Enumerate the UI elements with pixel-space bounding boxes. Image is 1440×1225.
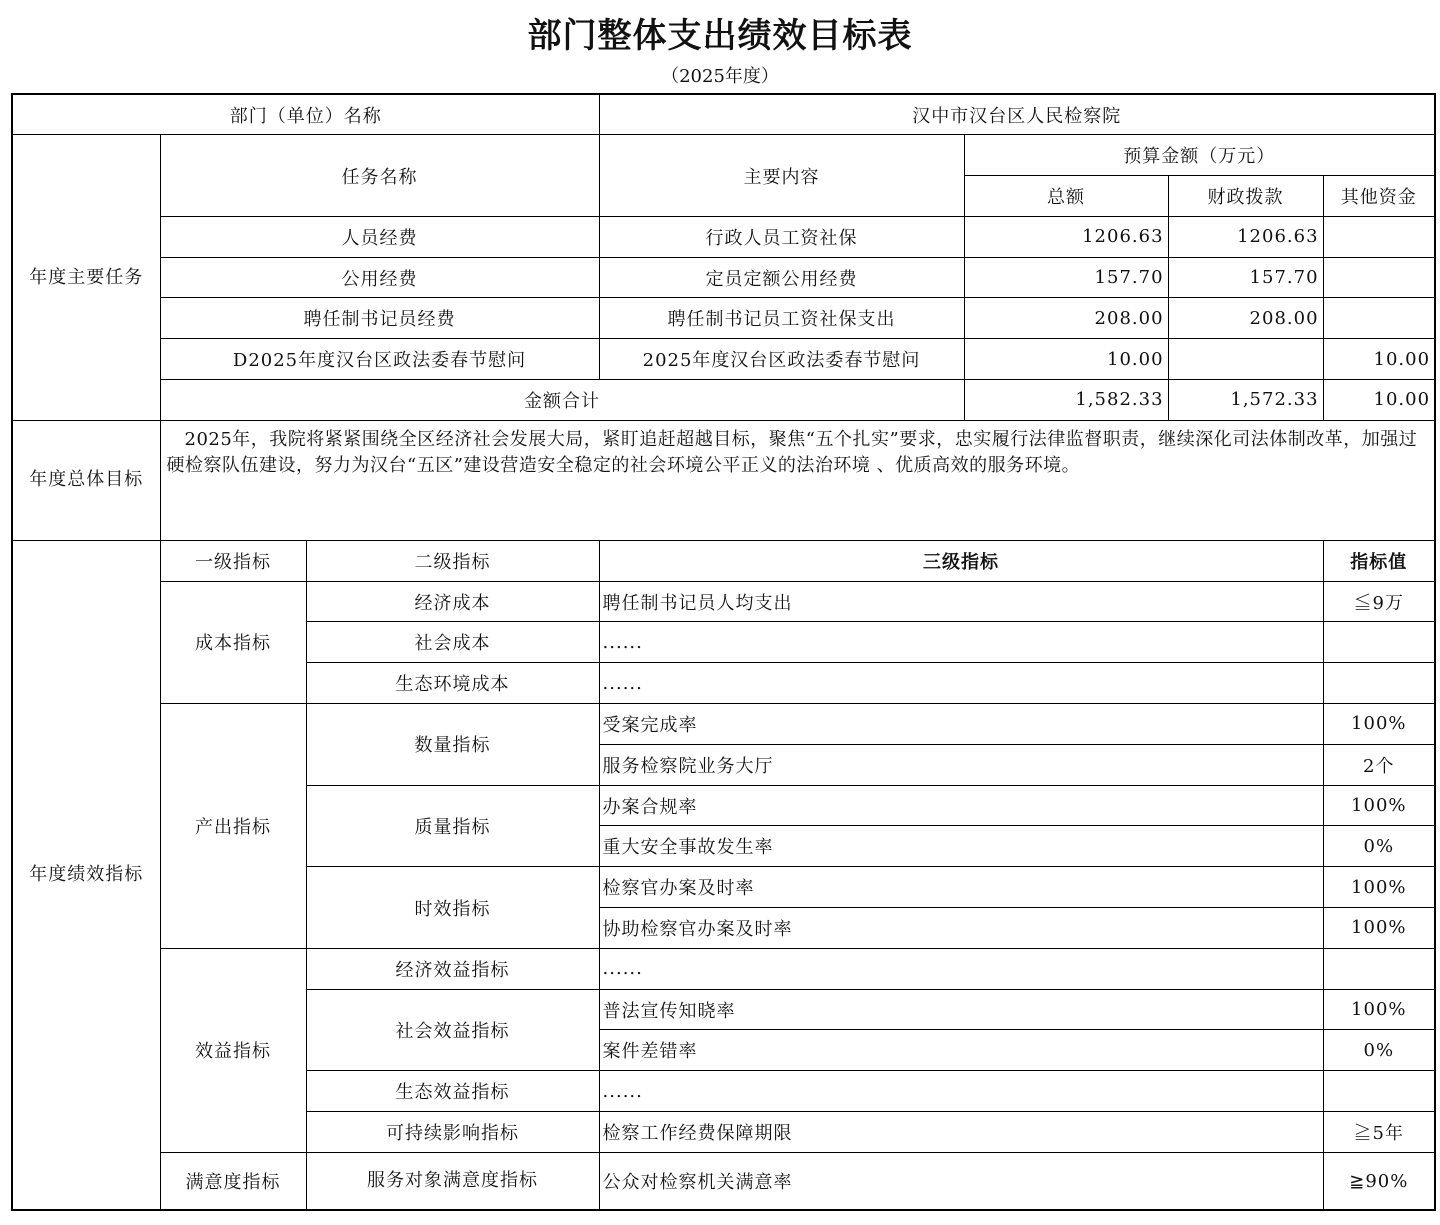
- l2-cell: 经济成本: [306, 581, 599, 622]
- l2-social: 社会效益指标: [306, 989, 599, 1071]
- value-cell: 100%: [1323, 908, 1435, 949]
- page-title: 部门整体支出绩效目标表: [527, 16, 913, 56]
- sum-total: 1,582.33: [964, 380, 1168, 421]
- l1-header: 一级指标: [160, 540, 306, 581]
- value-cell: 100%: [1323, 989, 1435, 1030]
- task-fiscal: 157.70: [1168, 257, 1323, 298]
- sum-other: 10.00: [1323, 380, 1435, 421]
- l2-cell: 生态环境成本: [306, 663, 599, 704]
- value-cell: 0%: [1323, 826, 1435, 867]
- value-cell: ≧90%: [1323, 1152, 1435, 1210]
- main-content-header: 主要内容: [599, 135, 964, 217]
- value-cell: 100%: [1323, 704, 1435, 745]
- goal-label: 年度总体目标: [12, 420, 160, 540]
- task-content: 聘任制书记员工资社保支出: [599, 298, 964, 339]
- sum-label: 金额合计: [160, 380, 964, 421]
- l3-cell: 受案完成率: [599, 704, 1323, 745]
- value-cell: 100%: [1323, 785, 1435, 826]
- task-content: 2025年度汉台区政法委春节慰问: [599, 339, 964, 380]
- l3-cell: 公众对检察机关满意率: [599, 1152, 1323, 1210]
- fiscal-year: （2025年度）: [661, 66, 779, 87]
- value-cell: 2个: [1323, 744, 1435, 785]
- task-content: 定员定额公用经费: [599, 257, 964, 298]
- value-cell: 0%: [1323, 1030, 1435, 1071]
- l1-benefit: 效益指标: [160, 948, 306, 1152]
- task-total: 1206.63: [964, 216, 1168, 257]
- task-name: 聘任制书记员经费: [160, 298, 599, 339]
- l3-cell: 办案合规率: [599, 785, 1323, 826]
- task-name: 人员经费: [160, 216, 599, 257]
- dept-value: 汉中市汉台区人民检察院: [599, 94, 1435, 135]
- table-row: [12, 257, 1435, 298]
- l3-cell: ......: [599, 663, 1323, 704]
- task-name: 公用经费: [160, 257, 599, 298]
- value-cell: [1323, 622, 1435, 663]
- task-other: [1323, 216, 1435, 257]
- l3-cell: 案件差错率: [599, 1030, 1323, 1071]
- l3-cell: 聘任制书记员人均支出: [599, 581, 1323, 622]
- task-total: 157.70: [964, 257, 1168, 298]
- l2-ecological: 生态效益指标: [306, 1071, 599, 1112]
- task-fiscal: 1206.63: [1168, 216, 1323, 257]
- table-row: [12, 704, 1435, 745]
- task-fiscal: [1168, 339, 1323, 380]
- l3-cell: 普法宣传知晓率: [599, 989, 1323, 1030]
- task-header-row: [12, 135, 1435, 176]
- table-row: [12, 298, 1435, 339]
- l3-cell: 协助检察官办案及时率: [599, 908, 1323, 949]
- l3-cell: ......: [599, 622, 1323, 663]
- fiscal-header: 财政拨款: [1168, 176, 1323, 217]
- indicators-section-label: 年度绩效指标: [12, 540, 160, 1210]
- task-other: 10.00: [1323, 339, 1435, 380]
- l1-cost: 成本指标: [160, 581, 306, 703]
- value-header: 指标值: [1323, 540, 1435, 581]
- l3-cell: ......: [599, 1071, 1323, 1112]
- l2-sustainable: 可持续影响指标: [306, 1112, 599, 1153]
- l2-quantity: 数量指标: [306, 704, 599, 786]
- indicator-header-row: [12, 540, 1435, 581]
- task-other: [1323, 257, 1435, 298]
- table-row: [12, 1152, 1435, 1210]
- table-row: [12, 581, 1435, 622]
- value-cell: [1323, 1071, 1435, 1112]
- value-cell: 100%: [1323, 867, 1435, 908]
- l2-satisfaction: 服务对象满意度指标: [306, 1152, 599, 1210]
- l2-header: 二级指标: [306, 540, 599, 581]
- sum-fiscal: 1,572.33: [1168, 380, 1323, 421]
- dept-row: [12, 94, 1435, 135]
- goal-text: 2025年，我院将紧紧围绕全区经济社会发展大局，紧盯追赶超越目标，聚焦“五个扎实”要求，忠实履行法律监督职责，继续深化司法体制改革，加强过硬检察队伍建设，努力为汉台“五区”建设营造安全稳定的社会环境公平正义的法治环境 、优质高效的服务环境。: [160, 420, 1435, 540]
- l2-timeliness: 时效指标: [306, 867, 599, 949]
- l2-cell: 社会成本: [306, 622, 599, 663]
- dept-label: 部门（单位）名称: [12, 94, 599, 135]
- table-row: [12, 216, 1435, 257]
- task-content: 行政人员工资社保: [599, 216, 964, 257]
- table-row: [12, 948, 1435, 989]
- budget-header: 预算金额（万元）: [964, 135, 1435, 176]
- l2-quality: 质量指标: [306, 785, 599, 867]
- goal-row: [12, 420, 1435, 540]
- l3-cell: ......: [599, 948, 1323, 989]
- task-total: 10.00: [964, 339, 1168, 380]
- l1-output: 产出指标: [160, 704, 306, 949]
- task-name-header: 任务名称: [160, 135, 599, 217]
- other-header: 其他资金: [1323, 176, 1435, 217]
- value-cell: [1323, 948, 1435, 989]
- performance-table: [11, 93, 1436, 1211]
- l1-satisfaction: 满意度指标: [160, 1152, 306, 1210]
- task-name: D2025年度汉台区政法委春节慰问: [160, 339, 599, 380]
- l3-header: 三级指标: [599, 540, 1323, 581]
- task-fiscal: 208.00: [1168, 298, 1323, 339]
- l3-cell: 检察工作经费保障期限: [599, 1112, 1323, 1153]
- value-cell: ≧5年: [1323, 1112, 1435, 1153]
- tasks-section-label: 年度主要任务: [12, 135, 160, 421]
- l3-cell: 检察官办案及时率: [599, 867, 1323, 908]
- table-row: [12, 339, 1435, 380]
- l3-cell: 重大安全事故发生率: [599, 826, 1323, 867]
- sum-row: [12, 380, 1435, 421]
- value-cell: [1323, 663, 1435, 704]
- total-header: 总额: [964, 176, 1168, 217]
- value-cell: ≦9万: [1323, 581, 1435, 622]
- l3-cell: 服务检察院业务大厅: [599, 744, 1323, 785]
- task-other: [1323, 298, 1435, 339]
- task-total: 208.00: [964, 298, 1168, 339]
- l2-economic: 经济效益指标: [306, 948, 599, 989]
